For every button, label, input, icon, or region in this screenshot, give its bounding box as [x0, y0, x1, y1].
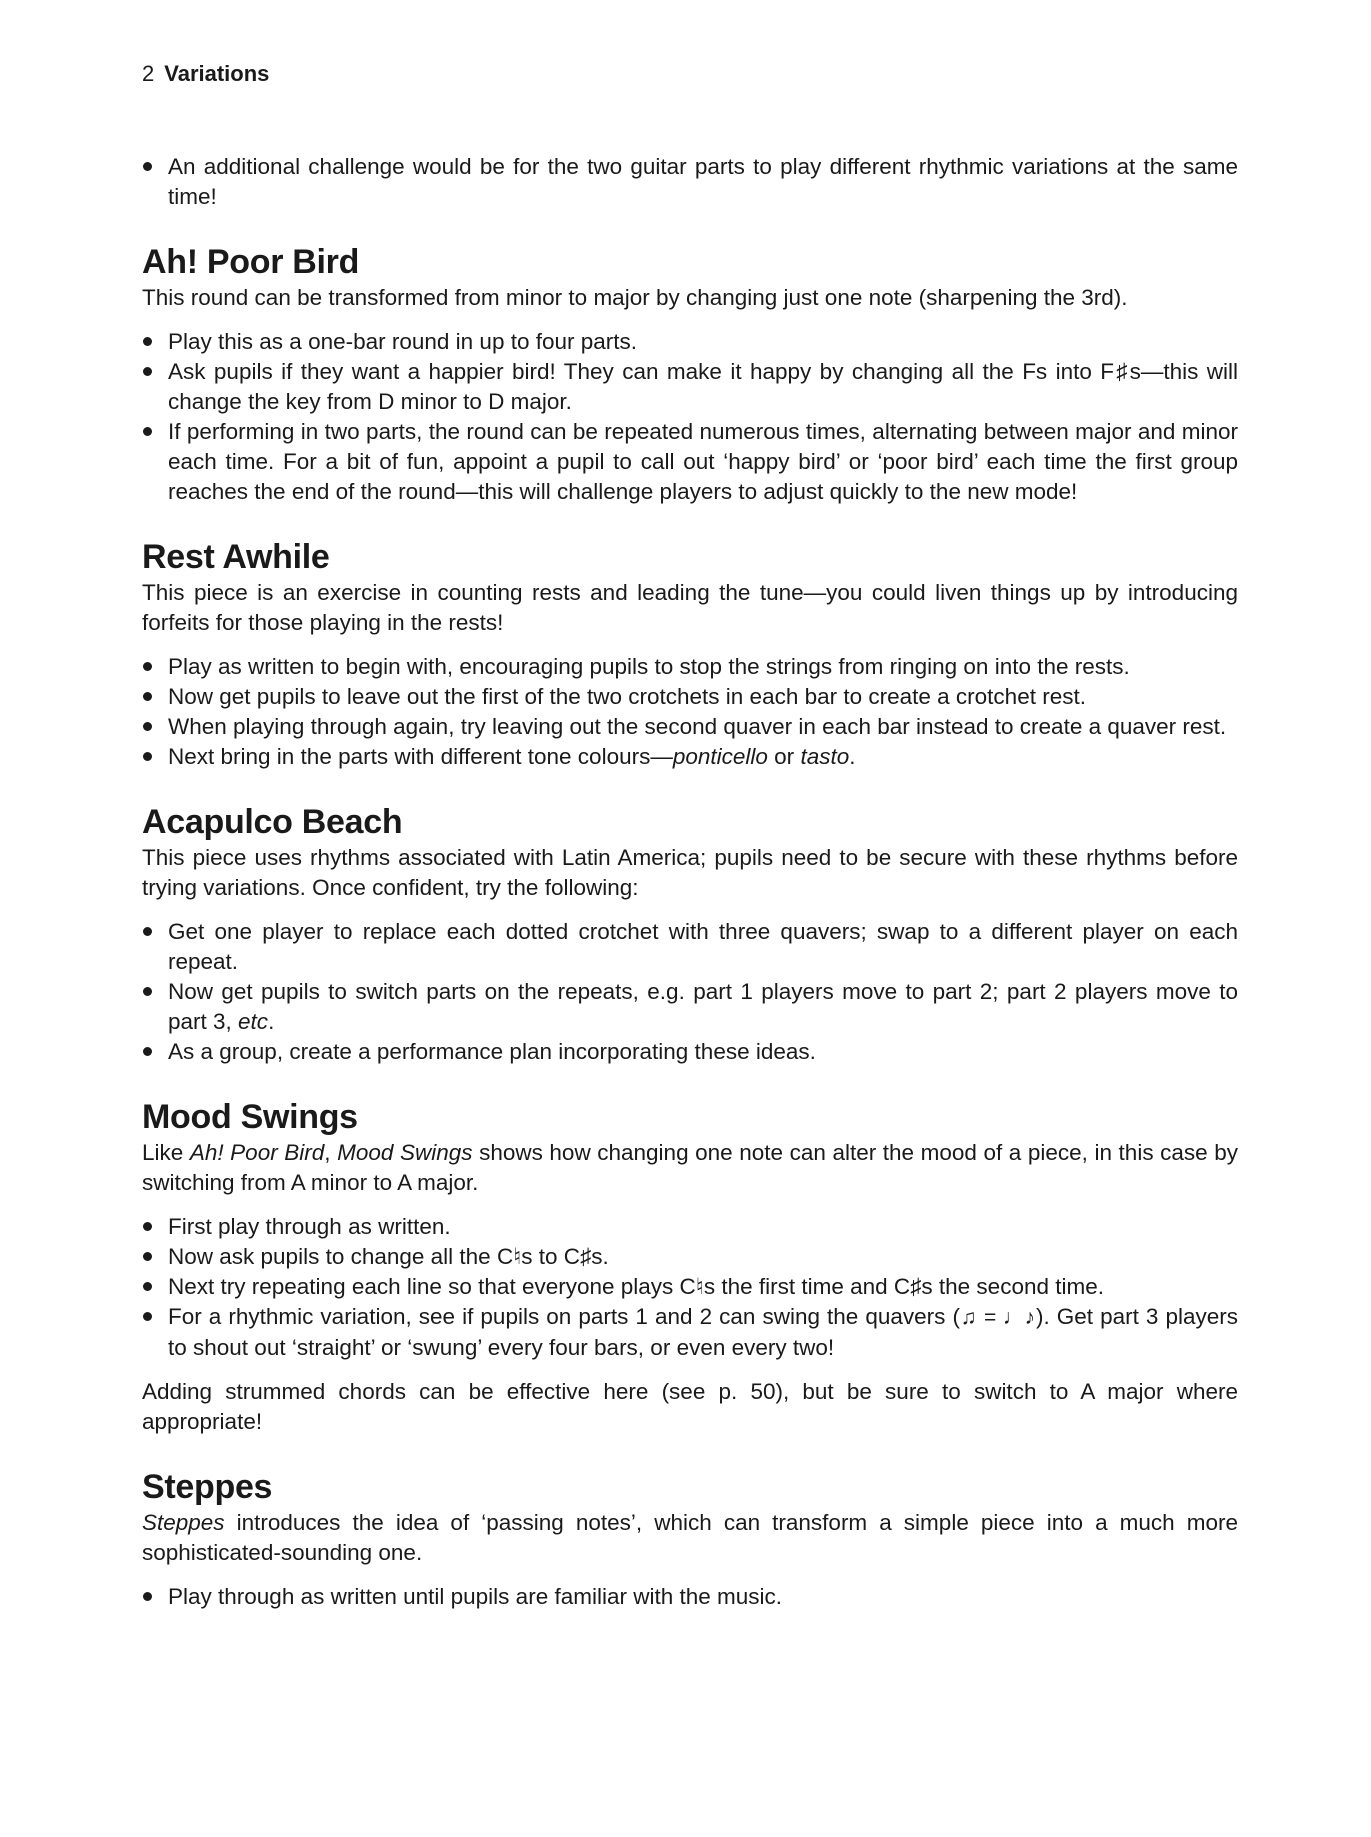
- list-item: Now get pupils to leave out the first of the two crotchets in each bar to create a crotchet rest.: [142, 682, 1238, 712]
- list-item: Play through as written until pupils are familiar with the music.: [142, 1582, 1238, 1612]
- italic-title: Ah! Poor Bird: [189, 1140, 325, 1165]
- section-ah-poor-bird: [142, 242, 1238, 507]
- section-heading: Steppes: [142, 1468, 273, 1506]
- list-item: Play as written to begin with, encouraging pupils to stop the strings from ringing on into the rests.: [142, 652, 1238, 682]
- text-run: Next bring in the parts with different tone colours—: [168, 744, 673, 769]
- list-item: Ask pupils if they want a happier bird! They can make it happy by changing all the Fs into F♯s—this will change the key from D minor to D major.: [142, 357, 1238, 417]
- section-heading: Mood Swings: [142, 1098, 358, 1136]
- section-heading: Rest Awhile: [142, 538, 330, 576]
- italic-term: ponticello: [672, 744, 768, 769]
- section-intro: [142, 1508, 1238, 1568]
- italic-term: tasto: [800, 744, 850, 769]
- list-item: Play this as a one-bar round in up to four parts.: [142, 327, 1238, 357]
- content: [142, 152, 1238, 1612]
- text-run: .: [268, 1009, 275, 1034]
- text-run: shows how changing one note can alter the mood of a piece, in this case by switching from A minor to A major.: [142, 1140, 1238, 1195]
- list-item: First play through as written.: [142, 1212, 1238, 1242]
- running-title: Variations: [164, 61, 270, 86]
- section-intro: This piece is an exercise in counting rests and leading the tune—you could liven things up by introducing forfeits for those playing in the rests!: [142, 580, 1238, 635]
- list-item: If performing in two parts, the round can be repeated numerous times, alternating between major and minor each time. For a bit of fun, appoint a pupil to call out ‘happy bird’ or ‘poor bird’ each time the first group reaches the end of the round—this will challenge players to adjust quickly to the new mode!: [142, 417, 1238, 507]
- italic-title: Steppes: [142, 1510, 225, 1535]
- text-run: .: [849, 744, 856, 769]
- list-item: Now ask pupils to change all the C♮s to C♯s.: [142, 1242, 1238, 1272]
- page-number: 2: [142, 61, 155, 86]
- running-head: [142, 60, 269, 88]
- bullet-list: [142, 917, 1238, 1067]
- list-item: [142, 1302, 1238, 1363]
- section-mood-swings: [142, 1097, 1238, 1437]
- section-heading: Ah! Poor Bird: [142, 243, 360, 281]
- section-intro: This piece uses rhythms associated with Latin America; pupils need to be secure with these rhythms before trying variations. Once confident, try the following:: [142, 845, 1238, 900]
- text-run: Like: [142, 1140, 190, 1165]
- list-item: Next try repeating each line so that everyone plays C♮s the first time and C♯s the second time.: [142, 1272, 1238, 1302]
- section-outro: Adding strummed chords can be effective here (see p. 50), but be sure to switch to A major where appropriate!: [142, 1379, 1238, 1434]
- text-run: ). Get part 3 players to shout out ‘straight’ or ‘swung’ every four bars, or even every two!: [168, 1304, 1239, 1360]
- top-bullet-list: [142, 152, 1238, 212]
- section-acapulco-beach: [142, 802, 1238, 1067]
- list-item: When playing through again, try leaving out the second quaver in each bar instead to create a quaver rest.: [142, 712, 1238, 742]
- bullet-list: [142, 327, 1238, 507]
- list-item: As a group, create a performance plan incorporating these ideas.: [142, 1037, 1238, 1067]
- text-run: or: [767, 744, 801, 769]
- section-intro: [142, 1138, 1238, 1198]
- list-item: [142, 742, 1238, 772]
- list-item: An additional challenge would be for the two guitar parts to play different rhythmic variations at the same time!: [142, 152, 1238, 212]
- bullet-list: [142, 652, 1238, 772]
- bullet-list: [142, 1582, 1238, 1612]
- text-run: Now get pupils to switch parts on the repeats, e.g. part 1 players move to part 2; part 2 players move to part 3,: [168, 979, 1238, 1034]
- bullet-list: [142, 1212, 1238, 1363]
- text-run: ,: [324, 1140, 338, 1165]
- italic-term: etc: [238, 1009, 269, 1034]
- section-intro: This round can be transformed from minor to major by changing just one note (sharpening the 3rd).: [142, 285, 1128, 310]
- italic-title: Mood Swings: [337, 1140, 473, 1165]
- section-heading: Acapulco Beach: [142, 803, 403, 841]
- list-item: Get one player to replace each dotted crotchet with three quavers; swap to a different player on each repeat.: [142, 917, 1238, 977]
- section-rest-awhile: [142, 537, 1238, 772]
- text-run: For a rhythmic variation, see if pupils on parts 1 and 2 can swing the quavers (: [168, 1304, 960, 1329]
- section-steppes: [142, 1467, 1238, 1612]
- list-item: [142, 977, 1238, 1037]
- text-run: introduces the idea of ‘passing notes’, which can transform a simple piece into a much more sophisticated-sounding one.: [142, 1510, 1238, 1565]
- swing-rhythm-symbol: ♫ = ♩♪: [959, 1306, 1036, 1329]
